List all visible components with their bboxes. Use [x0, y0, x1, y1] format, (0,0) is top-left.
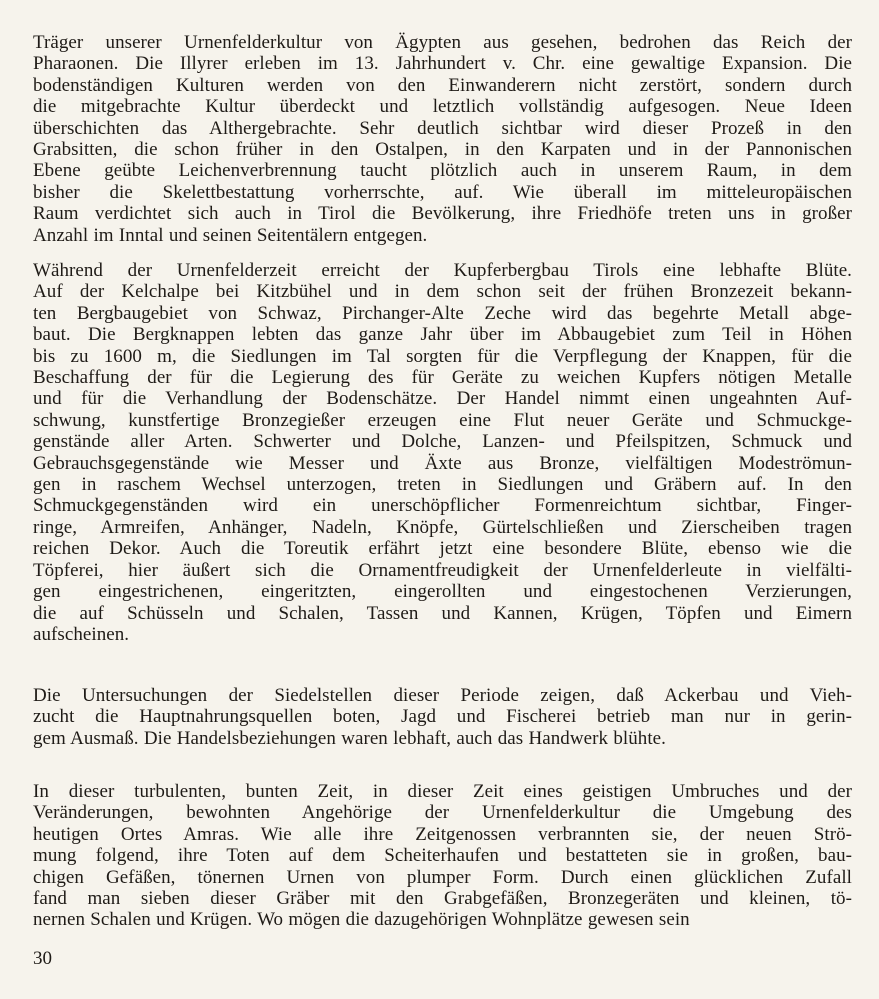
text-line: baut. Die Bergknappen lebten das ganze Jahr über im Abbaugebiet zum Teil in Höhen: [33, 324, 852, 346]
text-line: fand man sieben dieser Gräber mit den Grabgefäßen, Bronzegeräten und kleinen, tö-: [33, 888, 852, 910]
text-line: In dieser turbulenten, bunten Zeit, in dieser Zeit eines geistigen Umbruches und der: [33, 781, 852, 802]
text-line: Auf der Kelchalpe bei Kitzbühel und in dem schon seit der frühen Bronzezeit bekann-: [33, 281, 852, 303]
text-line: Gebrauchsgegenstände wie Messer und Äxte aus Bronze, vielfältigen Modeströmun-: [33, 452, 852, 474]
text-line: ten Bergbaugebiet von Schwaz, Pirchanger-Alte Zeche wird das begehrte Metall abge-: [33, 302, 852, 324]
text-line: Schmuckgegenständen wird ein unerschöpflicher Formenreichtum sichtbar, Finger-: [33, 495, 852, 517]
paragraph-settlement-study: [33, 685, 852, 749]
text-line: und für die Verhandlung der Bodenschätze. Der Handel nimmt einen ungeahnten Auf-: [33, 388, 852, 410]
text-line: chigen Gefäßen, tönernen Urnen von plumper Form. Durch einen glücklichen Zufall: [33, 866, 852, 888]
text-line: Töpferei, hier äußert sich die Ornamentfreudigkeit der Urnenfelderleute in vielfälti-: [33, 559, 852, 581]
text-line: die auf Schüsseln und Schalen, Tassen und Kannen, Krügen, Töpfen und Eimern: [33, 602, 852, 624]
text-line: mung folgend, ihre Toten auf dem Scheiterhaufen und bestatteten sie in großen, bau-: [33, 845, 852, 867]
text-line: bisher die Skelettbestattung vorherrschte, auf. Wie überall im mitteleuropäischen: [33, 181, 852, 203]
text-line: Anzahl im Inntal und seinen Seitentälern entgegen.: [33, 224, 428, 246]
text-line: Während der Urnenfelderzeit erreicht der Kupferbergbau Tirols eine lebhafte Blüte.: [33, 260, 852, 281]
text-line: Grabsitten, die schon früher in den Ostalpen, in den Karpaten und in der Pannonischen: [33, 139, 852, 161]
text-line: gen eingestrichenen, eingeritzten, eingerollten und eingestochenen Verzierungen,: [33, 581, 852, 603]
text-line: die mitgebrachte Kultur überdeckt und letztlich vollständig aufgesogen. Neue Ideen: [33, 96, 852, 118]
text-line: bodenständigen Kulturen werden von den Einwanderern nicht zerstört, sondern durch: [33, 74, 852, 96]
text-line: Raum verdichtet sich auch in Tirol die Bevölkerung, ihre Friedhöfe treten uns in großer: [33, 203, 852, 225]
paragraph-urnfield-expansion: [33, 32, 852, 246]
paragraph-copper-mining: [33, 260, 852, 645]
text-line: überschichten das Althergebrachte. Sehr deutlich sichtbar wird dieser Prozeß in den: [33, 117, 852, 139]
text-line: ringe, Armreifen, Anhänger, Nadeln, Knöpfe, Gürtelschließen und Zierscheiben tragen: [33, 516, 852, 538]
text-line: nernen Schalen und Krügen. Wo mögen die dazugehörigen Wohnplätze gewesen sein: [33, 909, 690, 931]
text-line: gem Ausmaß. Die Handelsbeziehungen waren lebhaft, auch das Handwerk blühte.: [33, 727, 666, 749]
text-line: Beschaffung der für die Legierung des für Geräte zu weichen Kupfers nötigen Metalle: [33, 367, 852, 389]
paragraph-amras-graves: [33, 781, 852, 931]
text-line: Veränderungen, bewohnten Angehörige der Urnenfelderkultur die Umgebung des: [33, 802, 852, 824]
text-line: genstände aller Arten. Schwerter und Dolche, Lanzen- und Pfeilspitzen, Schmuck und: [33, 431, 852, 453]
text-line: Pharaonen. Die Illyrer erleben im 13. Jahrhundert v. Chr. eine gewaltige Expansion. Die: [33, 53, 852, 75]
text-line: Die Untersuchungen der Siedelstellen dieser Periode zeigen, daß Ackerbau und Vieh-: [33, 685, 852, 706]
text-line: reichen Dekor. Auch die Toreutik erfährt jetzt eine besondere Blüte, ebenso wie die: [33, 538, 852, 560]
text-line: heutigen Ortes Amras. Wie alle ihre Zeitgenossen verbrannten sie, der neuen Strö-: [33, 823, 852, 845]
text-line: Träger unserer Urnenfelderkultur von Ägypten aus gesehen, bedrohen das Reich der: [33, 32, 852, 53]
text-line: gen in raschem Wechsel unterzogen, treten in Siedlungen und Gräbern auf. In den: [33, 474, 852, 496]
text-line: schwung, kunstfertige Bronzegießer erzeugen eine Flut neuer Geräte und Schmuckge-: [33, 409, 852, 431]
text-line: zucht die Hauptnahrungsquellen boten, Jagd und Fischerei betrieb man nur in gerin-: [33, 706, 852, 728]
page-number: 30: [33, 948, 52, 969]
text-line: Ebene geübte Leichenverbrennung taucht plötzlich auch in unserem Raum, in dem: [33, 160, 852, 182]
text-line: bis zu 1600 m, die Siedlungen im Tal sorgten für die Verpflegung der Knappen, für die: [33, 345, 852, 367]
text-line: aufscheinen.: [33, 623, 130, 645]
